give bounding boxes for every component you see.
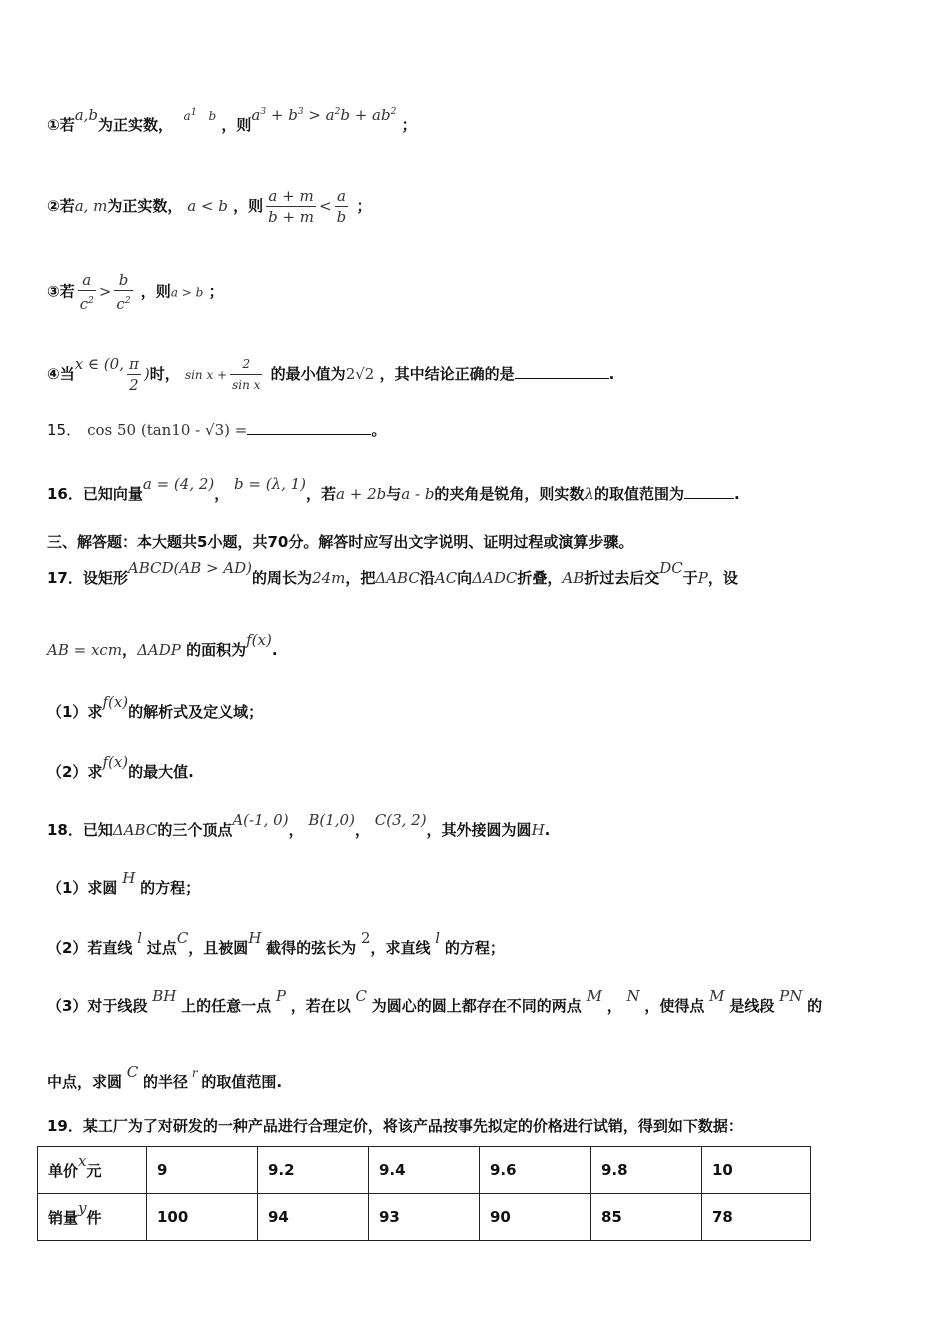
statement-1-prefix: ①若	[47, 116, 75, 134]
math-p: P	[271, 987, 291, 1005]
statement-4-text-a: 时，	[149, 365, 180, 383]
math-m: M	[581, 987, 607, 1005]
math-c: C	[176, 929, 189, 947]
question-15	[47, 420, 386, 440]
question-16-prefix: 16．已知向量	[47, 485, 143, 503]
math-a-gt-b: a > b	[170, 285, 204, 300]
price-sales-table	[37, 1146, 811, 1241]
math-frac-pi-2: $\frac{\pi}{2}$	[128, 355, 139, 394]
question-16-end: 的取值范围为	[593, 485, 684, 503]
question-18-part-3	[47, 987, 823, 1016]
question-17-part-1-text: 的解析式及定义域；	[128, 703, 264, 721]
question-18-text: 上的任意一点	[181, 997, 272, 1015]
table-cell: 10	[702, 1147, 811, 1194]
question-17-part-1	[47, 693, 264, 722]
math-triangle-abc: ΔABC	[375, 569, 420, 587]
statement-4-end: ，其中结论正确的是	[379, 365, 515, 383]
question-18-part-1-text: 的方程；	[140, 879, 201, 897]
statement-2-text-b: ，则	[233, 197, 264, 215]
math-p: P	[697, 569, 708, 587]
table-cell: 9.2	[258, 1147, 369, 1194]
math-frac-am-bm: $\frac{a + m}{b + m}$	[268, 187, 315, 226]
question-17-part-1-label: （1）求	[47, 703, 103, 721]
statement-2-end: ；	[356, 197, 372, 215]
question-18-text: ，且被圆	[188, 939, 249, 957]
math-fx: f(x)	[102, 693, 129, 711]
answer-blank[interactable]	[515, 364, 609, 379]
table-cell: 85	[591, 1194, 702, 1241]
row-label-price: 单价x元	[38, 1147, 147, 1194]
math-rect-abcd: ABCD(AB > AD)	[127, 559, 253, 577]
math-h: H	[248, 929, 267, 947]
question-18-part-3-label: （3）对于线段	[47, 997, 148, 1015]
math-vector-a: a = (4, 2)	[142, 475, 215, 493]
table-row-price	[38, 1147, 811, 1194]
question-18-text: 的半径	[143, 1073, 189, 1091]
question-17-part-2-text: 的最大值.	[128, 763, 194, 781]
math-x-in-interval: x ∈ (0,	[74, 355, 124, 373]
math-vector-b: b = (λ, 1)	[229, 475, 307, 493]
question-18-prefix: 18．已知	[47, 821, 113, 839]
statement-3-prefix: ③若	[47, 282, 75, 301]
question-18-text: ，若在以	[290, 997, 351, 1015]
question-17-text: 于	[682, 569, 698, 587]
question-18-text: 的取值范围.	[201, 1073, 283, 1091]
question-18-comma: ，	[354, 821, 370, 839]
statement-4-text-b: 的最小值为	[270, 365, 346, 383]
question-18-part-3-cont	[47, 1063, 283, 1093]
question-17-line-1	[47, 559, 738, 588]
question-18-text: ，使得点	[644, 997, 705, 1015]
math-c: C	[122, 1063, 144, 1081]
question-16-dot: .	[733, 485, 740, 503]
math-inequality-1: $a^3 + b^3 > a^2b + ab^2$	[251, 106, 397, 124]
table-cell: 94	[258, 1194, 369, 1241]
question-16	[47, 475, 740, 504]
math-n: N	[621, 987, 645, 1005]
math-l: l	[430, 929, 445, 947]
question-17-text: ，设	[707, 569, 738, 587]
statement-1	[47, 106, 417, 136]
table-cell: 100	[147, 1194, 258, 1241]
question-15-end: 。	[371, 421, 387, 439]
statement-2-text-a: 为正实数，	[107, 197, 183, 215]
question-18-comma: ，	[288, 821, 304, 839]
table-cell: 90	[480, 1194, 591, 1241]
math-c: C	[350, 987, 372, 1005]
math-frac-a-b: $\frac{a}{b}$	[336, 187, 347, 226]
math-lambda: λ	[584, 485, 594, 503]
question-18-text: ，	[606, 997, 622, 1015]
question-18-text: 中点，求圆	[47, 1073, 123, 1091]
question-18-text: 截得的弦长为	[266, 939, 357, 957]
math-triangle-abc: ΔABC	[112, 821, 158, 839]
question-17-text: 的面积为	[186, 641, 247, 659]
answer-blank[interactable]	[247, 420, 371, 435]
statement-4: ④当x ∈ (0, $\frac{\pi}{2}$ )时， sin x + $\frac{2}{\text{sin x}}$ 的最小值为2√2 ，其中结论正确的是 .	[47, 355, 615, 394]
table-cell: 93	[369, 1194, 480, 1241]
table-cell: 9.6	[480, 1147, 591, 1194]
question-17-text: 沿	[419, 569, 435, 587]
math-dc: DC	[659, 559, 683, 577]
math-ab: a,b	[74, 106, 99, 124]
answer-blank[interactable]	[684, 484, 734, 499]
math-frac-b-c2: $\frac{b}{c^2}$	[116, 271, 131, 313]
question-18-part-1-label: （1）求圆	[47, 879, 118, 897]
table-cell: 9.4	[369, 1147, 480, 1194]
question-16-yu: 与	[386, 485, 402, 503]
math-ac: AC	[434, 569, 458, 587]
question-18-text: 的	[807, 997, 823, 1015]
table-cell: 9.8	[591, 1147, 702, 1194]
math-l: l	[132, 929, 147, 947]
question-18-text: .	[544, 821, 551, 839]
statement-3: ③若 $\frac{a}{c^2}$ > $\frac{b}{c^2}$ ，则a > b ；	[47, 271, 224, 313]
math-triangle-adp: ΔADP	[137, 641, 181, 659]
question-18-text: 为圆心的圆上都存在不同的两点	[371, 997, 582, 1015]
table-cell: 9	[147, 1147, 258, 1194]
question-17-text: ，	[122, 641, 138, 659]
section-heading: 三、解答题：本大题共5小题，共70分。解答时应写出文字说明、证明过程或演算步骤。	[47, 533, 634, 551]
question-18-text: 的三个顶点	[157, 821, 233, 839]
math-am: a, m	[74, 197, 108, 215]
math-frac-a-c2: $\frac{a}{c^2}$	[79, 271, 94, 313]
math-24m: 24m	[312, 569, 346, 587]
question-17-line-2	[47, 631, 278, 660]
question-16-comma: ，	[214, 485, 230, 503]
math-2-sqrt2: 2√2	[345, 365, 375, 383]
math-h: H	[117, 869, 141, 887]
question-17-text: .	[271, 641, 278, 659]
statement-3-text-a: ，则	[140, 282, 171, 301]
statement-2: ②若a, m为正实数， a < b ，则 $\frac{a + m}{b + m}$ < $\frac{a}{b}$ ；	[47, 187, 372, 226]
math-frac-2-sinx: $\frac{2}{\text{sin x}}$	[230, 354, 262, 395]
question-17-prefix: 17．设矩形	[47, 569, 128, 587]
question-17-text: 的周长为	[252, 569, 313, 587]
math-ab-eq-xcm: AB = xcm	[47, 641, 123, 659]
math-2: 2	[356, 929, 371, 947]
question-17-text: 向	[457, 569, 473, 587]
math-x: x	[78, 1151, 87, 1170]
question-19-intro: 19．某工厂为了对研发的一种产品进行合理定价，将该产品按事先拟定的价格进行试销，得到如下数据：	[47, 1117, 743, 1135]
table-cell: 78	[702, 1194, 811, 1241]
question-18-text: 的方程；	[444, 939, 505, 957]
question-16-ruo: ，若	[306, 485, 337, 503]
math-point-c: C(3, 2)	[369, 811, 427, 829]
math-h: H	[531, 821, 545, 839]
question-18-text: ，其外接圆为圆	[426, 821, 532, 839]
question-17-text: ，把	[345, 569, 376, 587]
math-point-b: B(1,0)	[303, 811, 355, 829]
math-cos50-expression: cos 50 (tan10 - √3) =	[87, 421, 248, 439]
statement-4-dot: .	[608, 365, 615, 383]
question-16-text: 的夹角是锐角，则实数	[434, 485, 585, 503]
question-15-number: 15．	[47, 421, 82, 439]
math-triangle-adc: ΔADC	[472, 569, 518, 587]
question-18-part-2-label: （2）若直线	[47, 939, 133, 957]
math-bh: BH	[147, 987, 182, 1005]
question-18-text: ，求直线	[370, 939, 431, 957]
question-18-part-2	[47, 929, 505, 958]
statement-4-prefix: ④当	[47, 365, 75, 383]
question-17-text: 折过去后交	[584, 569, 660, 587]
math-sinx: sin x +	[184, 368, 228, 382]
question-18-part-1	[47, 869, 201, 898]
statement-1-text-b: ，则	[221, 116, 252, 134]
statement-3-end: ；	[208, 282, 224, 301]
question-18-text: 过点	[146, 939, 177, 957]
table-row-sales	[38, 1194, 811, 1241]
math-ab: AB	[562, 569, 585, 587]
statement-1-text-a: 为正实数，	[98, 116, 174, 134]
math-y: y	[78, 1198, 87, 1217]
math-m: M	[704, 987, 730, 1005]
math-fx: f(x)	[102, 753, 129, 771]
question-18-line-1	[47, 811, 551, 840]
math-pn: PN	[774, 987, 808, 1005]
math-a-plus-2b: a + 2b	[336, 485, 387, 503]
math-fx: f(x)	[246, 631, 272, 649]
math-point-a: A(-1, 0)	[232, 811, 289, 829]
math-r: r	[188, 1066, 202, 1080]
statement-1-end: ；	[401, 116, 417, 134]
math-a-lt-b: a < b	[182, 197, 228, 215]
row-label-sales: 销量y件	[38, 1194, 147, 1241]
question-17-part-2-label: （2）求	[47, 763, 103, 781]
math-a-neq-b: a1 b	[183, 107, 217, 123]
question-18-text: 是线段	[729, 997, 775, 1015]
math-a-minus-b: a - b	[401, 485, 435, 503]
question-17-part-2	[47, 753, 194, 782]
question-17-text: 折叠，	[517, 569, 563, 587]
statement-2-prefix: ②若	[47, 197, 75, 215]
